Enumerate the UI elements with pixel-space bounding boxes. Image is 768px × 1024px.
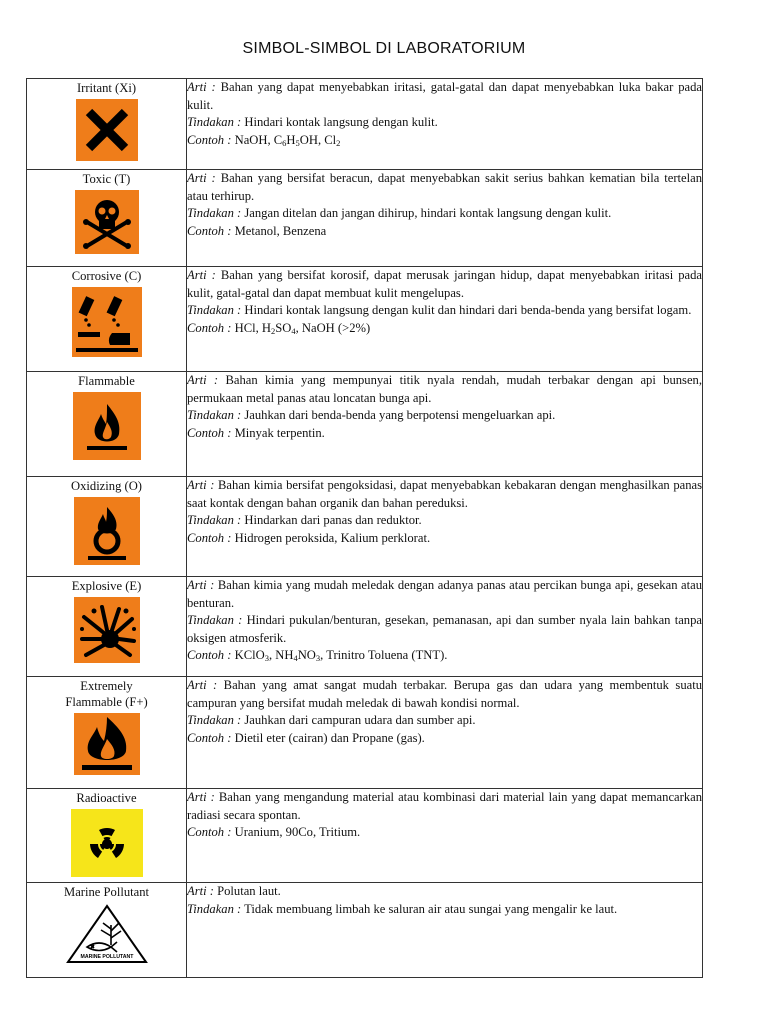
symbol-name: Explosive (E)	[71, 579, 142, 593]
arti-text: Bahan kimia bersifat pengoksidasi, dapat menyebabkan kebakaran dengan menghasilkan panas saat kontak dengan bahan organik dan bahan pereduksi.	[187, 478, 702, 510]
contoh-line	[187, 530, 702, 548]
contoh-text: Dietil eter (cairan) dan Propane (gas).	[234, 730, 425, 745]
arti-label: Arti :	[187, 373, 219, 387]
contoh-label: Contoh :	[187, 825, 232, 839]
hazard-symbols-table	[26, 78, 703, 978]
symbol-cell	[27, 677, 187, 789]
symbol-cell	[27, 477, 187, 577]
contoh-label: Contoh :	[187, 648, 232, 662]
arti-label: Arti :	[187, 268, 216, 282]
symbol-cell	[27, 883, 187, 978]
tindakan-label: Tindakan :	[187, 303, 242, 317]
flame-icon	[73, 392, 141, 460]
contoh-line	[187, 132, 702, 150]
tindakan-label: Tindakan :	[187, 713, 242, 727]
table-row-irritant	[27, 79, 703, 170]
table-row-flammable	[27, 372, 703, 477]
arti-line	[187, 789, 702, 824]
symbol-cell	[27, 577, 187, 677]
skull-crossbones-icon	[75, 190, 139, 254]
corrosive-icon	[72, 287, 142, 357]
large-flame-icon	[74, 713, 140, 775]
tindakan-text: Hindari kontak langsung dengan kulit dan hindari dari benda-benda yang bersifat logam.	[244, 303, 692, 317]
contoh-label: Contoh :	[187, 530, 232, 545]
tindakan-line	[187, 205, 702, 223]
tindakan-line	[187, 512, 702, 530]
tindakan-label: Tindakan :	[187, 206, 242, 220]
page-title: SIMBOL-SIMBOL DI LABORATORIUM	[242, 40, 526, 57]
symbol-cell	[27, 170, 187, 267]
contoh-text: Hidrogen peroksida, Kalium perklorat.	[234, 530, 431, 545]
contoh-line	[187, 730, 702, 748]
contoh-label: Contoh :	[187, 320, 232, 335]
arti-text: Bahan yang amat sangat mudah terbakar. Berupa gas dan udara yang membentuk suatu campuran yang bersifat mudah meledak di bawah kondisi normal.	[187, 678, 703, 710]
contoh-line	[187, 425, 702, 443]
contoh-text: Metanol, Benzena	[234, 223, 327, 238]
arti-text: Bahan yang mengandung material atau kombinasi dari material lain yang dapat memancarkan radiasi secara spontan.	[187, 790, 703, 822]
tindakan-line	[187, 114, 702, 132]
contoh-label: Contoh :	[187, 730, 232, 745]
symbol-cell	[27, 372, 187, 477]
arti-line	[187, 267, 702, 302]
tindakan-line	[187, 712, 702, 730]
arti-text: Bahan yang bersifat beracun, dapat menyebabkan sakit serius bahkan kematian bila tertelan atau terhirup.	[187, 171, 703, 203]
contoh-text: Uranium, 90Co, Tritium.	[234, 825, 361, 839]
symbol-name: Irritant (Xi)	[76, 81, 137, 95]
dead-fish-tree-icon	[65, 903, 149, 965]
table-row-corrosive	[27, 267, 703, 372]
contoh-text: NaOH, $C_6H_5OH$, $Cl_2$	[234, 132, 341, 148]
arti-label: Arti :	[187, 790, 215, 804]
contoh-text: HCl, $H_2SO_4$, NaOH (>2%)	[234, 320, 371, 336]
arti-line	[187, 79, 702, 114]
contoh-line	[187, 647, 702, 665]
arti-line	[187, 677, 702, 712]
symbol-name: Marine Pollutant	[64, 885, 149, 899]
arti-line	[187, 477, 702, 512]
tindakan-text: Jangan ditelan dan jangan dihirup, hindari kontak langsung dengan kulit.	[244, 206, 612, 220]
table-row-explosive	[27, 577, 703, 677]
arti-label: Arti :	[187, 478, 215, 492]
symbol-cell	[27, 79, 187, 170]
tindakan-label: Tindakan :	[187, 613, 243, 627]
table-row-extremely-flammable	[27, 677, 703, 789]
description-cell	[187, 577, 703, 677]
symbol-cell	[27, 267, 187, 372]
description-cell	[187, 789, 703, 883]
arti-line	[187, 372, 702, 407]
description-cell	[187, 477, 703, 577]
contoh-label: Contoh :	[187, 223, 232, 238]
table-row-radioactive	[27, 789, 703, 883]
symbol-name: Toxic (T)	[82, 172, 131, 186]
tindakan-line	[187, 302, 702, 320]
flame-over-circle-icon	[74, 497, 140, 565]
exploding-bomb-icon	[74, 597, 140, 663]
arti-text: Bahan kimia yang mempunyai titik nyala rendah, mudah terbakar dengan api bunsen, permukaan metal panas atau loncatan bunga api.	[187, 373, 702, 405]
symbol-name: Oxidizing (O)	[71, 479, 142, 493]
tindakan-text: Hindari kontak langsung dengan kulit.	[244, 115, 438, 129]
arti-text: Bahan yang dapat menyebabkan iritasi, gatal-gatal dan dapat menyebabkan luka bakar pada kulit.	[187, 80, 703, 112]
tindakan-line	[187, 612, 702, 647]
symbol-name: Radioactive	[76, 791, 137, 805]
table-row-marine-pollutant	[27, 883, 703, 978]
arti-text: Polutan laut.	[217, 884, 281, 898]
tindakan-text: Hindarkan dari panas dan reduktor.	[244, 513, 422, 527]
tindakan-label: Tindakan :	[187, 901, 242, 916]
tindakan-label: Tindakan :	[187, 115, 242, 129]
arti-label: Arti :	[187, 80, 216, 94]
table-row-oxidizing	[27, 477, 703, 577]
radiation-trefoil-icon	[71, 809, 143, 877]
tindakan-text: Tidak membuang limbah ke saluran air atau sungai yang mengalir ke laut.	[244, 901, 618, 916]
contoh-line	[187, 223, 702, 241]
arti-label: Arti :	[187, 578, 215, 592]
icon-caption: MARINE POLLUTANT	[80, 954, 133, 960]
table-row-toxic	[27, 170, 703, 267]
tindakan-text: Jauhkan dari benda-benda yang berpotensi mengeluarkan api.	[244, 408, 556, 422]
tindakan-text: Hindari pukulan/benturan, gesekan, pemanasan, api dan sumber nyala lain bahkan tanpa oksigen atmosferik.	[187, 613, 702, 645]
contoh-text: Minyak terpentin.	[234, 425, 325, 440]
arti-label: Arti :	[187, 171, 216, 185]
contoh-line	[187, 320, 702, 338]
tindakan-label: Tindakan :	[187, 513, 242, 527]
description-cell	[187, 372, 703, 477]
description-cell	[187, 883, 703, 978]
arti-label: Arti :	[187, 678, 218, 692]
contoh-line	[187, 824, 702, 842]
symbol-name: Extremely Flammable (F+)	[65, 679, 148, 709]
contoh-label: Contoh :	[187, 425, 232, 440]
arti-line	[187, 883, 702, 901]
arti-text: Bahan yang bersifat korosif, dapat merusak jaringan hidup, dapat menyebabkan iritasi pada kulit, gatal-gatal dan dapat membuat kulit mengelupas.	[187, 268, 702, 300]
arti-label: Arti :	[187, 884, 214, 898]
description-cell	[187, 170, 703, 267]
contoh-text: KClO$_3$, $NH_4NO_3$, Trinitro Toluena (TNT).	[234, 648, 448, 663]
tindakan-label: Tindakan :	[187, 408, 242, 422]
symbol-cell	[27, 789, 187, 883]
description-cell	[187, 79, 703, 170]
contoh-label: Contoh :	[187, 132, 232, 147]
description-cell	[187, 267, 703, 372]
irritant-x-icon	[76, 99, 138, 161]
description-cell	[187, 677, 703, 789]
symbol-name: Flammable	[78, 374, 135, 388]
tindakan-line	[187, 407, 702, 425]
tindakan-line	[187, 901, 702, 919]
arti-text: Bahan kimia yang mudah meledak dengan adanya panas atau percikan bunga api, gesekan atau benturan.	[187, 578, 702, 610]
tindakan-text: Jauhkan dari campuran udara dan sumber api.	[244, 713, 476, 727]
symbol-name: Corrosive (C)	[71, 269, 142, 283]
arti-line	[187, 577, 702, 612]
arti-line	[187, 170, 702, 205]
